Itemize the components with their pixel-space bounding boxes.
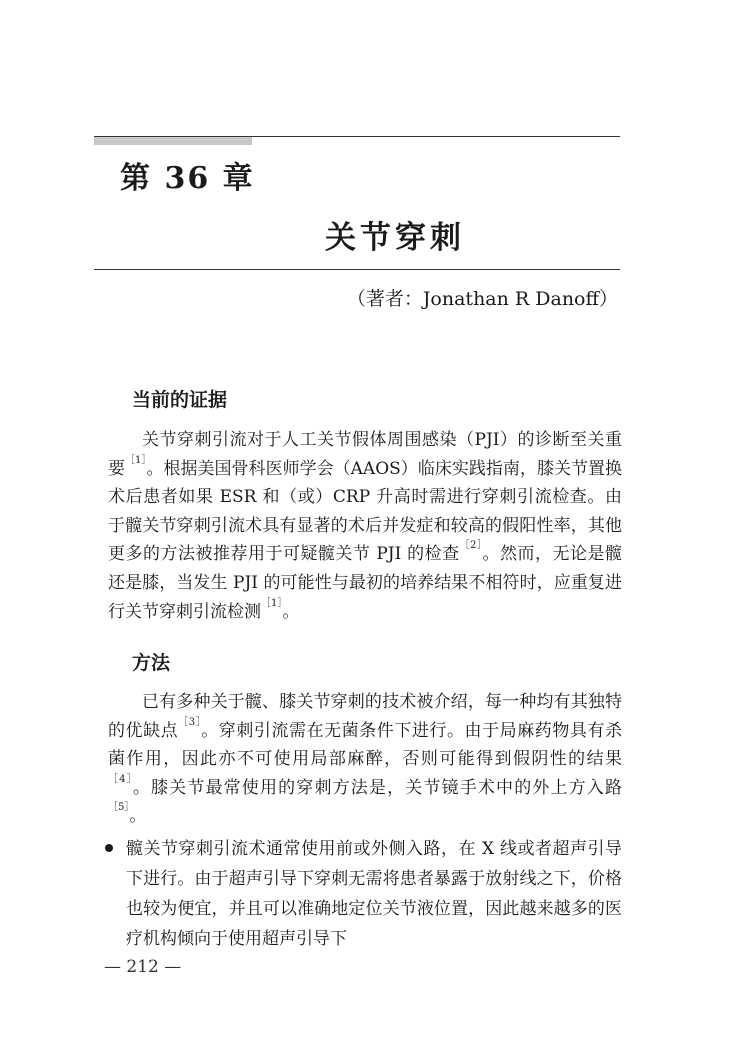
citation-ref: ［1］ <box>261 597 283 609</box>
section-heading-methods: 方法 <box>132 652 171 674</box>
paragraph-text: 关节穿刺引流对于人工关节假体周围感染（PJI）的诊断至关重要$^{[1]}$。根据美国骨科医师学会（AAOS）临床实践指南，膝关节置换术后患者如果 ESR 和（或）CRP 升高时需进行穿刺引流检查。由于髋关节穿刺引流术具有显著的术后并发症和较高的假阳性率，其他更多的方法被推荐用于可疑髋关节 PJI 的检查$^{[2]}$。然而，无论是髋还是膝，当发生 PJI 的可能性与最初的培养结果不相符时，应重复进行关节穿刺引流检测$^{[1]}$。 <box>108 430 623 622</box>
bullet-text: 髋关节穿刺引流术通常使用前或外侧入路，在 X 线或者超声引导下进行。由于超声引导下穿刺无需将患者暴露于放射线之下，价格也较为便宜，并且可以准确地定位关节液位置，因此越来越多的医疗机构倾向于使用超声引导下 <box>126 839 622 949</box>
top-band <box>94 137 252 145</box>
section-heading-evidence: 当前的证据 <box>132 389 228 411</box>
bullet-dot-icon <box>105 844 113 852</box>
citation-ref: ［1］ <box>125 454 147 466</box>
citation-ref: ［3］ <box>178 716 202 728</box>
paragraph-methods <box>108 688 622 831</box>
citation-ref: ［2］ <box>459 540 483 552</box>
page-number: — 212 — <box>104 957 182 977</box>
chapter-author: （著者：Jonathan R Danoff） <box>346 288 618 310</box>
chapter-title: 关节穿刺 <box>325 220 465 256</box>
chapter-number: 第 36 章 <box>120 161 255 196</box>
title-rule <box>94 269 620 270</box>
citation-ref: ［4］ <box>108 773 133 785</box>
paragraph-evidence <box>108 426 622 626</box>
paragraph-text: 已有多种关于髋、膝关节穿刺的技术被介绍，每一种均有其独特的优缺点$^{[3]}$。穿刺引流需在无菌条件下进行。由于局麻药物具有杀菌作用，因此亦不可使用局部麻醉，否则可能得到假阴性的结果$^{[4]}$。膝关节最常使用的穿刺方法是，关节镜手术中的外上方入路$^{[5]}$。 <box>108 692 622 827</box>
citation-ref: ［5］ <box>108 802 130 814</box>
bullet-item <box>126 834 622 954</box>
